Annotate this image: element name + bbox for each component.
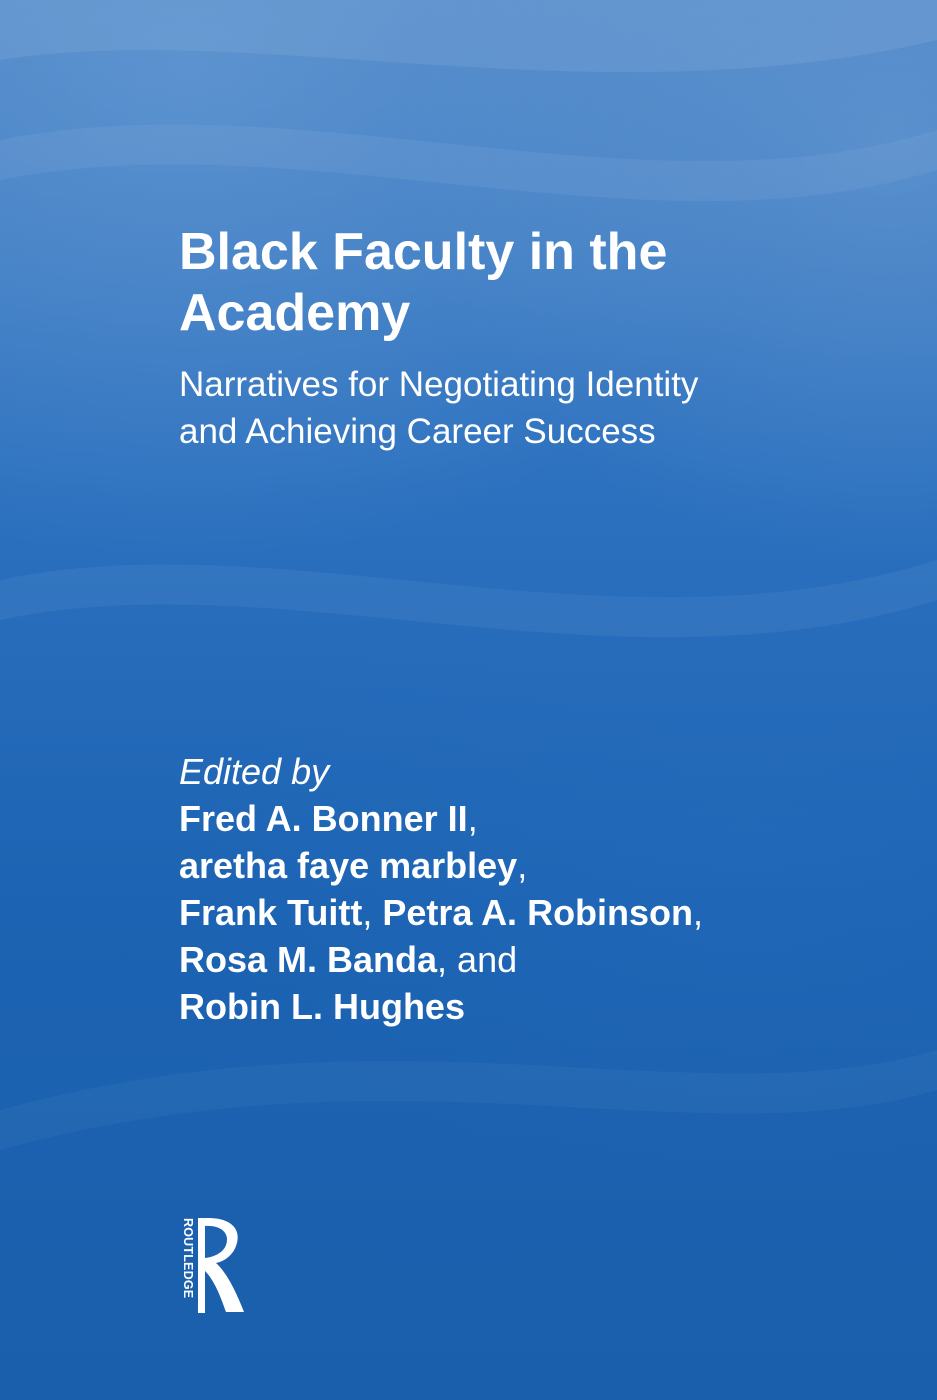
editors-block bbox=[179, 748, 879, 1030]
editor-name: Rosa M. Banda bbox=[179, 939, 438, 980]
editor-name: Frank Tuitt bbox=[179, 892, 363, 933]
editor-separator: , bbox=[693, 892, 704, 933]
book-subtitle-line-1: Narratives for Negotiating Identity bbox=[179, 365, 699, 404]
publisher-logo-text: ROUTLEDGE bbox=[181, 1218, 195, 1299]
editor-name: Fred A. Bonner II bbox=[179, 798, 468, 839]
editor-separator: , and bbox=[437, 939, 518, 980]
editor-name: Robin L. Hughes bbox=[179, 986, 465, 1027]
book-title-line-1: Black Faculty in the bbox=[179, 223, 668, 281]
editor-separator: , bbox=[517, 845, 528, 886]
book-title bbox=[179, 222, 879, 344]
editor-line bbox=[179, 936, 879, 983]
editor-line bbox=[179, 795, 879, 842]
book-subtitle bbox=[179, 361, 879, 455]
book-subtitle-line-2: and Achieving Career Success bbox=[179, 412, 656, 451]
editor-name: aretha faye marbley bbox=[179, 845, 518, 886]
book-title-line-2: Academy bbox=[179, 284, 411, 342]
editor-line bbox=[179, 889, 879, 936]
editor-name: Petra A. Robinson bbox=[382, 892, 694, 933]
routledge-r-icon bbox=[174, 1216, 250, 1318]
editor-line bbox=[179, 983, 879, 1030]
edited-by-label: Edited by bbox=[179, 751, 330, 792]
editor-line bbox=[179, 842, 879, 889]
editor-separator: , bbox=[362, 892, 383, 933]
editor-separator: , bbox=[467, 798, 478, 839]
